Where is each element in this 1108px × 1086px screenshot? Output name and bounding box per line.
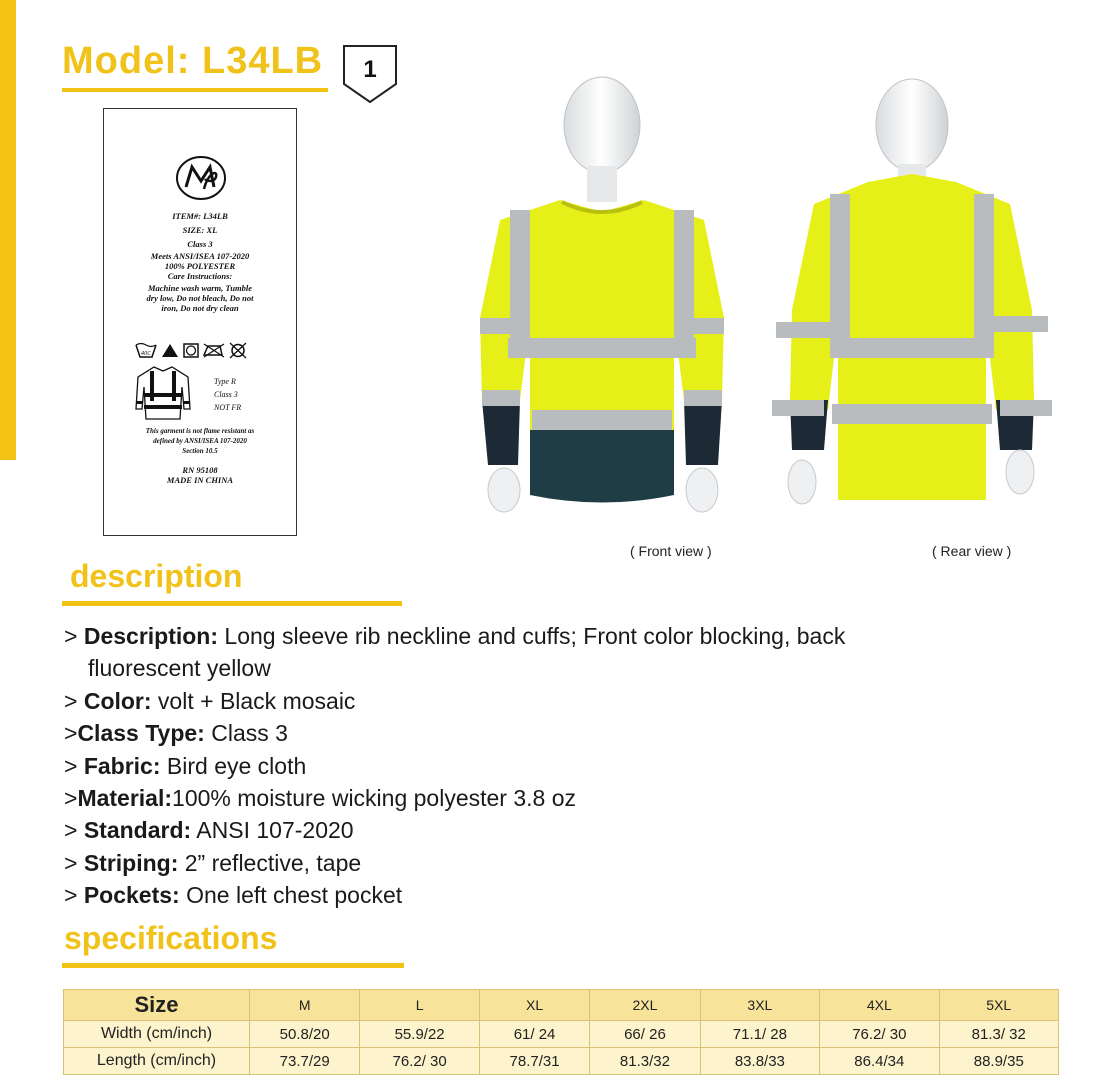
accent-side-bar [0, 0, 16, 460]
spec-header-cell: L [360, 990, 479, 1021]
spec-row-length [64, 1048, 1059, 1075]
label-flame-1: This garment is not flame resistant as [145, 427, 255, 435]
garment-label [103, 108, 297, 536]
spec-cell: 50.8/20 [250, 1021, 360, 1048]
spec-row-width [64, 1021, 1059, 1048]
spec-cell: 66/ 26 [590, 1021, 700, 1048]
spec-header-cell: 3XL [700, 990, 819, 1021]
label-size: SIZE: XL [182, 225, 218, 235]
spec-row-label: Length (cm/inch) [64, 1048, 250, 1075]
label-class: Class 3 [187, 239, 213, 249]
spec-cell: 88.9/35 [939, 1048, 1058, 1075]
spec-cell: 78.7/31 [479, 1048, 589, 1075]
model-title: Model: L34LB [62, 40, 324, 82]
label-flame-2: defined by ANSI/ISEA 107-2020 [153, 437, 247, 445]
desc-item-description: > Description: Long sleeve rib neckline and cuffs; Front color blocking, back [64, 623, 846, 649]
label-class-3: Class 3 [214, 390, 238, 399]
spec-header-cell: 4XL [820, 990, 939, 1021]
specifications-heading: specifications [64, 920, 278, 956]
spec-row-label: Width (cm/inch) [64, 1021, 250, 1048]
label-rn: RN 95108 [182, 465, 218, 475]
label-poly: 100% POLYESTER [164, 261, 236, 271]
spec-header-row [64, 990, 1059, 1021]
desc-item-material: >Material:100% moisture wicking polyester 3.8 oz [64, 785, 577, 812]
label-care-3: iron, Do not dry clean [161, 303, 239, 313]
spec-cell: 73.7/29 [250, 1048, 360, 1075]
spec-cell: 86.4/34 [820, 1048, 939, 1075]
desc-item-striping: > Striping: 2” reflective, tape [64, 849, 362, 876]
spec-cell: 71.1/ 28 [700, 1021, 819, 1048]
desc-item-standard: > Standard: ANSI 107-2020 [64, 817, 354, 844]
label-type-block [214, 375, 241, 414]
label-meets: Meets ANSI/ISEA 107-2020 [150, 251, 250, 261]
desc-item-pockets: > Pockets: One left chest pocket [64, 882, 403, 909]
label-flame-3: Section 10.5 [182, 447, 218, 455]
spec-cell: 83.8/33 [700, 1048, 819, 1075]
description-list [64, 620, 944, 912]
model-underline [62, 88, 328, 92]
desc-item-color: > Color: volt + Black mosaic [64, 687, 356, 714]
desc-item-class-type: >Class Type: Class 3 [64, 720, 288, 747]
label-made-in: MADE IN CHINA [166, 475, 234, 485]
care-symbols-icon [134, 341, 268, 359]
brand-logo-icon [174, 153, 228, 203]
spec-cell: 81.3/ 32 [939, 1021, 1058, 1048]
desc-item-description-cont: fluorescent yellow [88, 655, 271, 682]
front-view-photo [452, 70, 752, 540]
description-heading: description [70, 558, 243, 594]
spec-cell: 76.2/ 30 [820, 1021, 939, 1048]
description-underline [62, 601, 402, 606]
rear-view-caption: ( Rear view ) [932, 543, 1012, 559]
label-not-fr: NOT FR [214, 403, 242, 412]
front-shirt-illustration [452, 70, 752, 540]
label-type-r: Type R [214, 377, 236, 386]
label-item: ITEM#: L34LB [172, 211, 228, 221]
svg-text:40C: 40C [141, 351, 151, 357]
spec-header-cell: XL [479, 990, 589, 1021]
badge-number: 1 [363, 56, 377, 83]
rear-shirt-illustration [762, 70, 1062, 540]
rear-view-photo [762, 70, 1062, 540]
desc-item-fabric: > Fabric: Bird eye cloth [64, 752, 307, 779]
spec-header-cell: 5XL [939, 990, 1058, 1021]
label-care-1: Machine wash warm, Tumble [147, 283, 253, 293]
spec-cell: 61/ 24 [479, 1021, 589, 1048]
mini-shirt-diagram-icon [134, 363, 192, 423]
spec-cell: 55.9/22 [360, 1021, 479, 1048]
size-spec-table [63, 989, 1059, 1075]
label-care-title: Care Instructions: [167, 271, 233, 281]
label-care-2: dry low, Do not bleach, Do not [146, 293, 254, 303]
page-badge [342, 44, 398, 104]
spec-cell: 76.2/ 30 [360, 1048, 479, 1075]
spec-header-cell: M [250, 990, 360, 1021]
spec-cell: 81.3/32 [590, 1048, 700, 1075]
spec-header-size: Size [64, 990, 250, 1021]
specifications-underline [62, 963, 404, 968]
spec-header-cell: 2XL [590, 990, 700, 1021]
front-view-caption: ( Front view ) [630, 543, 712, 559]
